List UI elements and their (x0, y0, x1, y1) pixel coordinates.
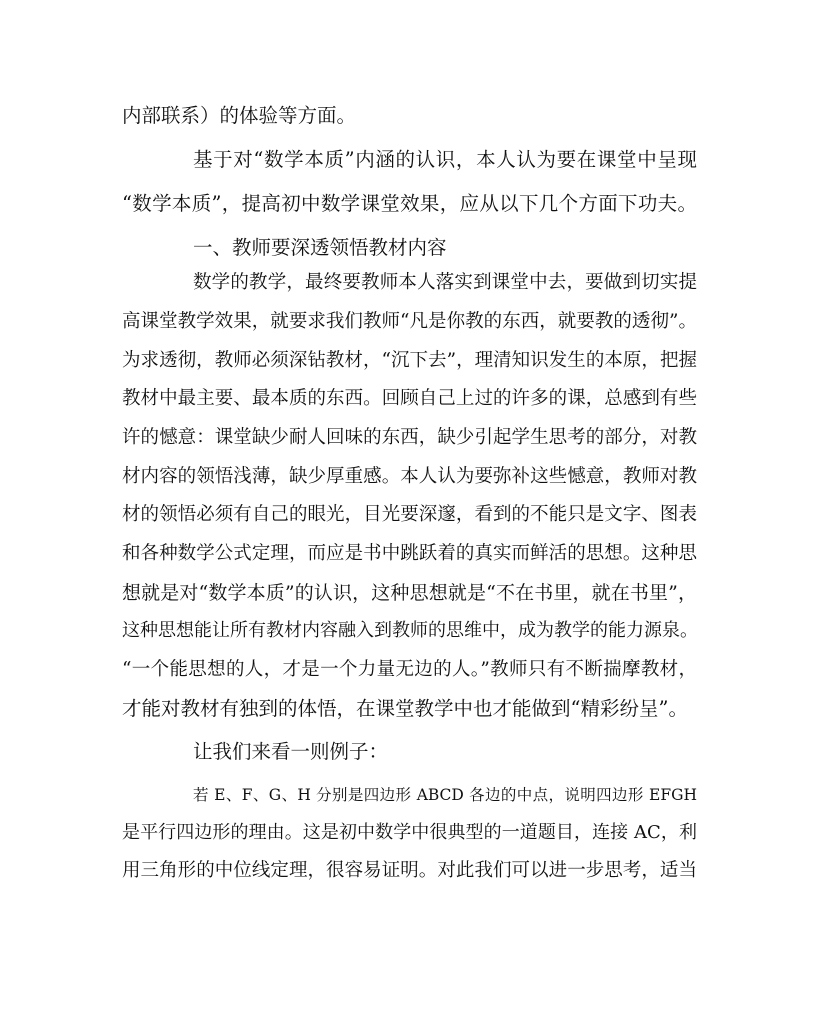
section-heading: 一、教师要深透领悟教材内容 (193, 236, 447, 259)
paragraph-line: “一个能思想的人，才是一个力量无边的人。”教师只有不断揣摩教材， (122, 659, 697, 680)
paragraph-line: 让我们来看一则例子： (193, 740, 389, 763)
paragraph-line: 为求透彻，教师必须深钻教材，“沉下去”，理清知识发生的本原，把握 (122, 350, 697, 371)
paragraph-line: 用三角形的中位线定理，很容易证明。对此我们可以进一步思考，适当 (122, 860, 697, 881)
paragraph-line: 内部联系）的体验等方面。 (122, 104, 357, 127)
paragraph-line: 想就是对“数学本质”的认识，这种思想就是“不在书里，就在书里”， (122, 582, 697, 604)
paragraph-line: 若 E、F、G、H 分别是四边形 ABCD 各边的中点，说明四边形 EFGH (193, 786, 697, 804)
paragraph-line: “数学本质”，提高初中数学课堂效果，应从以下几个方面下功夫。 (122, 192, 697, 215)
paragraph-line: 这种思想能让所有教材内容融入到教师的思维中，成为教学的能力源泉。 (122, 620, 698, 641)
paragraph-line: 基于对“数学本质”内涵的认识，本人认为要在课堂中呈现 (193, 148, 697, 171)
paragraph-line: 材内容的领悟浅薄，缺少厚重感。本人认为要弥补这些憾意，教师对教 (122, 466, 697, 487)
paragraph-line: 数学的教学，最终要教师本人落实到课堂中去，要做到切实提 (193, 272, 697, 293)
paragraph-line: 和各种数学公式定理，而应是书中跳跃着的真实而鲜活的思想。这种思 (122, 543, 697, 564)
paragraph-line: 是平行四边形的理由。这是初中数学中很典型的一道题目，连接 AC，利 (122, 822, 697, 843)
paragraph-line: 才能对教材有独到的体悟，在课堂教学中也才能做到“精彩纷呈”。 (122, 697, 688, 720)
paragraph-line: 材的领悟必须有自己的眼光，目光要深邃，看到的不能只是文字、图表 (122, 504, 697, 525)
paragraph-line: 许的憾意：课堂缺少耐人回味的东西，缺少引起学生思考的部分，对教 (122, 427, 697, 448)
paragraph-line: 高课堂教学效果，就要求我们教师“凡是你教的东西，就要教的透彻”。 (122, 311, 697, 332)
paragraph-line: 教材中最主要、最本质的东西。回顾自己上过的许多的课，总感到有些 (122, 388, 697, 409)
